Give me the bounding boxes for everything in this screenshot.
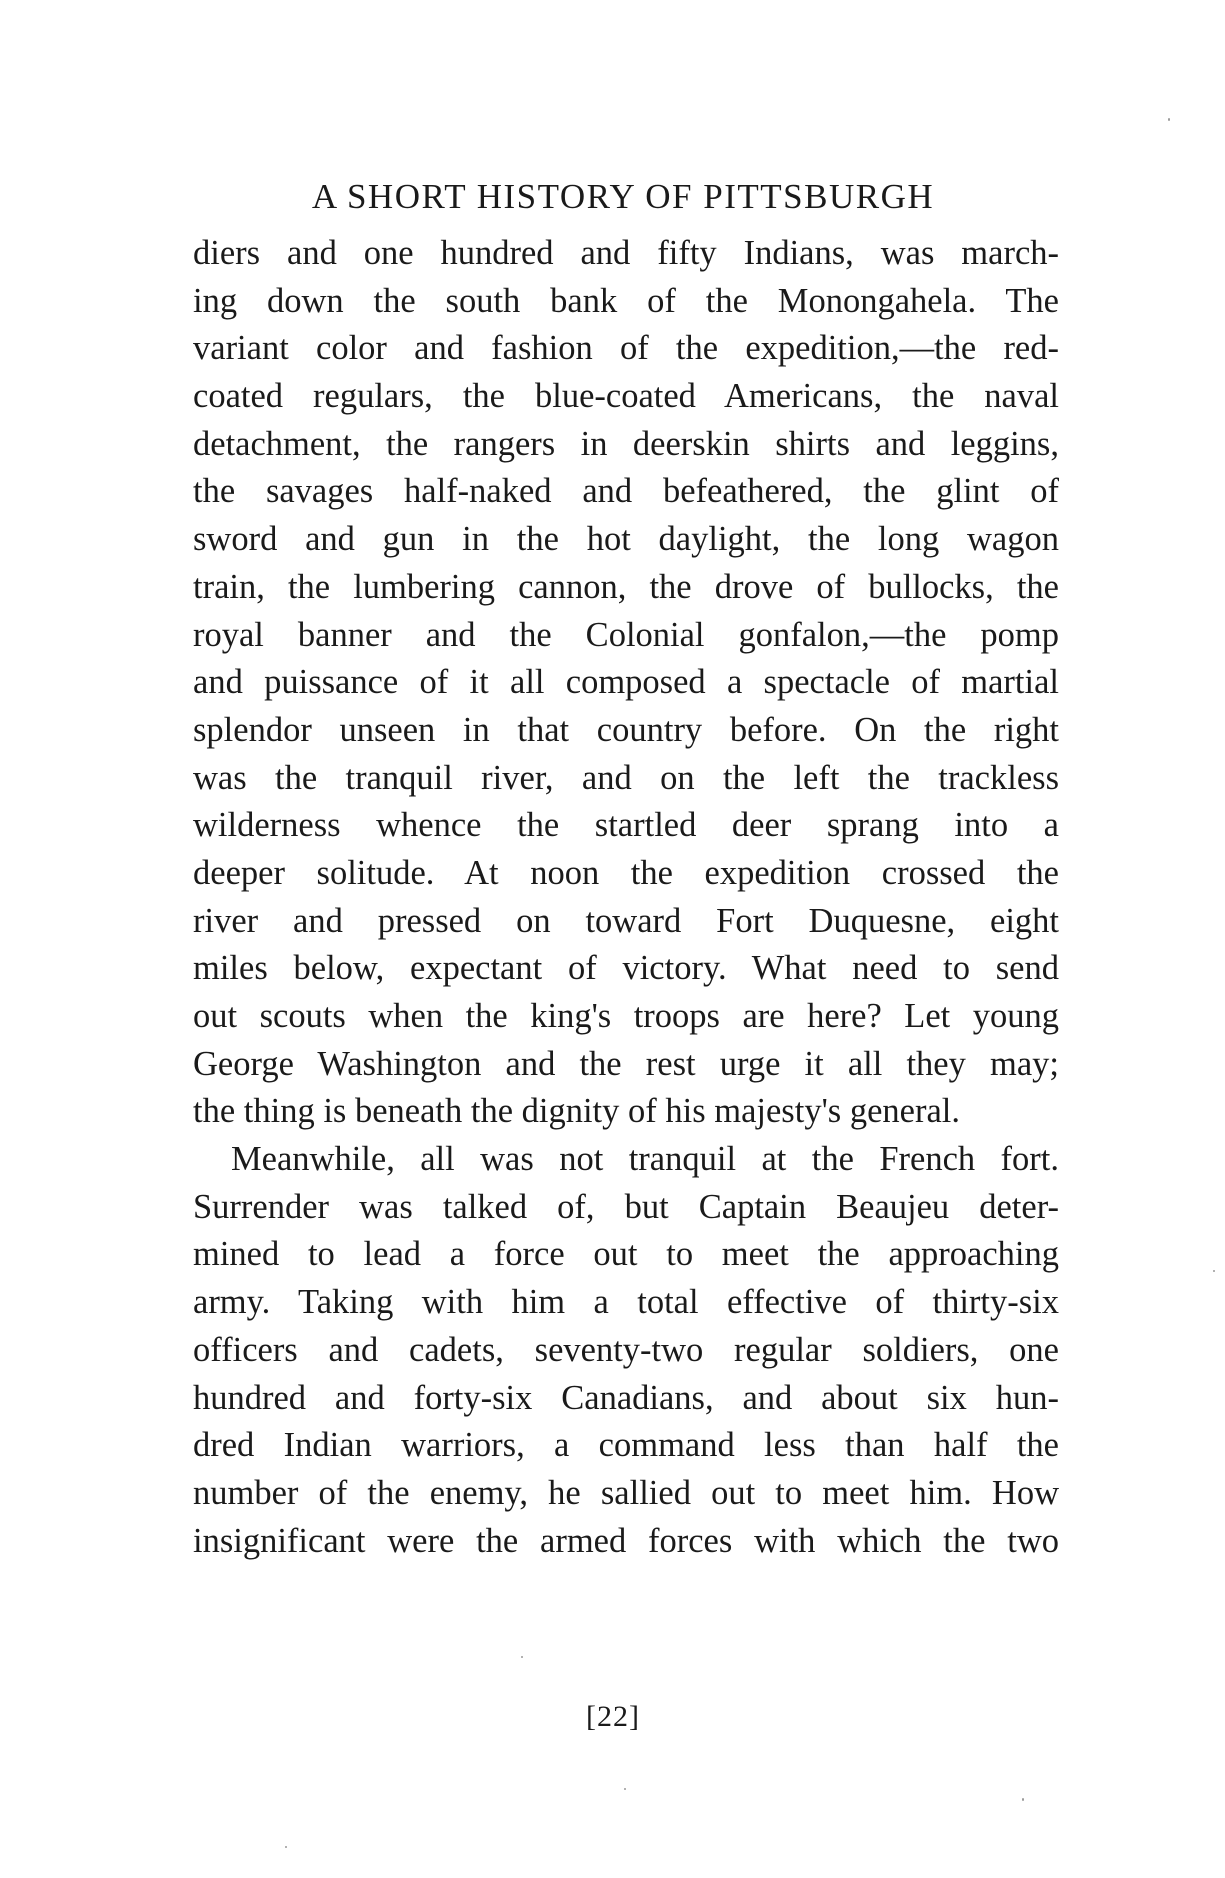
text-line: George Washington and the rest urge it all they may; (193, 1044, 1059, 1083)
scan-speck (1022, 1798, 1024, 1801)
body-text (193, 230, 1059, 1565)
text-line: out scouts when the king's troops are here? Let young (193, 997, 1059, 1035)
text-line: detachment, the rangers in deerskin shirts and leggins, (193, 424, 1059, 463)
text-line: train, the lumbering cannon, the drove of bullocks, the (193, 567, 1059, 606)
text-line: royal banner and the Colonial gonfalon,—the pomp (193, 615, 1059, 654)
scan-speck (285, 1846, 287, 1848)
scan-speck (1213, 1270, 1215, 1272)
scan-speck (521, 1656, 523, 1658)
text-line: army. Taking with him a total effective of thirty-six (193, 1283, 1059, 1322)
text-line: sword and gun in the hot daylight, the long wagon (193, 520, 1059, 559)
text-line: the savages half-naked and befeathered, the glint of (193, 472, 1059, 511)
text-line: coated regulars, the blue-coated Americans, the naval (193, 377, 1059, 416)
text-line: Surrender was talked of, but Captain Beaujeu deter- (193, 1187, 1059, 1226)
text-line: the thing is beneath the dignity of his majesty's general. (193, 1092, 960, 1131)
paragraph-2 (193, 1136, 1059, 1565)
text-line: Meanwhile, all was not tranquil at the French fort. (231, 1140, 1059, 1179)
text-line: river and pressed on toward Fort Duquesne, eight (193, 901, 1059, 940)
text-line: dred Indian warriors, a command less than half the (193, 1426, 1059, 1465)
text-line: mined to lead a force out to meet the approaching (193, 1235, 1059, 1274)
text-line: number of the enemy, he sallied out to meet him. How (193, 1473, 1059, 1512)
text-line: was the tranquil river, and on the left the trackless (193, 758, 1059, 797)
scan-speck (1168, 118, 1170, 121)
paragraph-1 (193, 230, 1059, 1136)
text-line: hundred and forty-six Canadians, and about six hun- (193, 1378, 1059, 1417)
text-line: diers and one hundred and fifty Indians, was march- (193, 234, 1059, 272)
text-line: insignificant were the armed forces with which the two (193, 1521, 1059, 1560)
text-line: ing down the south bank of the Monongahela. The (193, 281, 1059, 320)
text-line: and puissance of it all composed a spectacle of martial (193, 663, 1059, 702)
page-number: [22] (586, 1700, 640, 1733)
text-line: splendor unseen in that country before. On the right (193, 710, 1059, 749)
running-head: A SHORT HISTORY OF PITTSBURGH (311, 177, 935, 216)
text-line: deeper solitude. At noon the expedition crossed the (193, 853, 1059, 892)
text-line: officers and cadets, seventy-two regular soldiers, one (193, 1330, 1059, 1369)
text-line: miles below, expectant of victory. What need to send (193, 949, 1059, 988)
text-line: variant color and fashion of the expedition,—the red- (193, 329, 1059, 368)
scan-speck (624, 1788, 626, 1790)
text-line: wilderness whence the startled deer sprang into a (193, 806, 1059, 845)
